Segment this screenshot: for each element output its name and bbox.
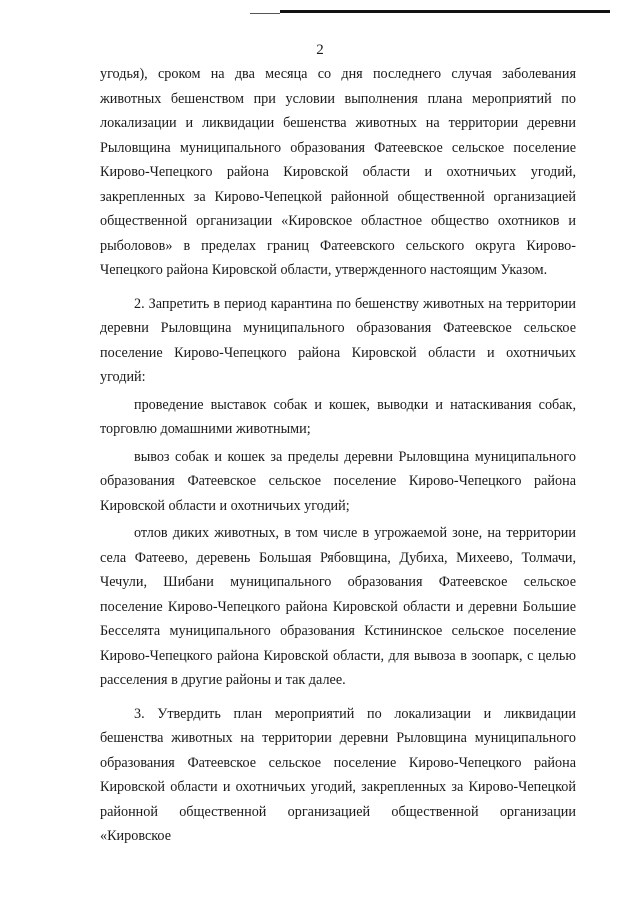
scan-edge-line — [280, 10, 610, 13]
scan-edge-line-thin — [250, 13, 280, 14]
paragraph-item-3: 3. Утвердить план мероприятий по локализации и ликвидации бешенства животных на территории деревни Рыловщина муниципального образования Фатеевское сельское поселение Кирово-Чепецкого района Кировской области и охотничьих угодий, закрепленных за Кирово-Чепецкой районной общественной организацией общественной организации «Кировское — [100, 705, 576, 844]
paragraph-continuation: угодья), сроком на два месяца со дня последнего случая заболевания животных бешенством при условии выполнения плана мероприятий по локализации и ликвидации бешенства животных на территории деревни Рыловщина муниципального образования Фатеевское сельское поселение Кирово-Чепецкого района Кировской области и охотничьих угодий, закрепленных за Кирово-Чепецкой районной общественной организацией общественной организации «Кировское областное общество охотников и рыболовов» в пределах границ Фатеевского сельского округа Кирово-Чепецкого района Кировской области, утвержденного настоящим Указом. — [100, 66, 576, 278]
page-number: 2 — [316, 42, 324, 58]
paragraph-prohibition-exhibitions: проведение выставок собак и кошек, выводки и натаскивания собак, торговлю домашними животными; — [100, 396, 576, 437]
paragraph-prohibition-export: вывоз собак и кошек за пределы деревни Рыловщина муниципального образования Фатеевское сельское поселение Кирово-Чепецкого района Кировской области и охотничьих угодий; — [100, 448, 576, 514]
paragraph-item-2: 2. Запретить в период карантина по бешенству животных на территории деревни Рыловщина муниципального образования Фатеевское сельское поселение Кирово-Чепецкого района Кировской области и охотничьих угодий: — [100, 295, 576, 385]
document-body — [100, 62, 576, 849]
paragraph-prohibition-capture: отлов диких животных, в том числе в угрожаемой зоне, на территории села Фатеево, деревень Большая Рябовщина, Дубиха, Михеево, Толмачи, Чечули, Шибани муниципального образования Фатеевское сельское поселение Кирово-Чепецкого района Кировской области и деревни Большие Бесселята муниципального образования Кстининское сельское поселение Кирово-Чепецкого района Кировской области, для вывоза в зоопарк, с целью расселения в другие районы и так далее. — [100, 525, 576, 688]
